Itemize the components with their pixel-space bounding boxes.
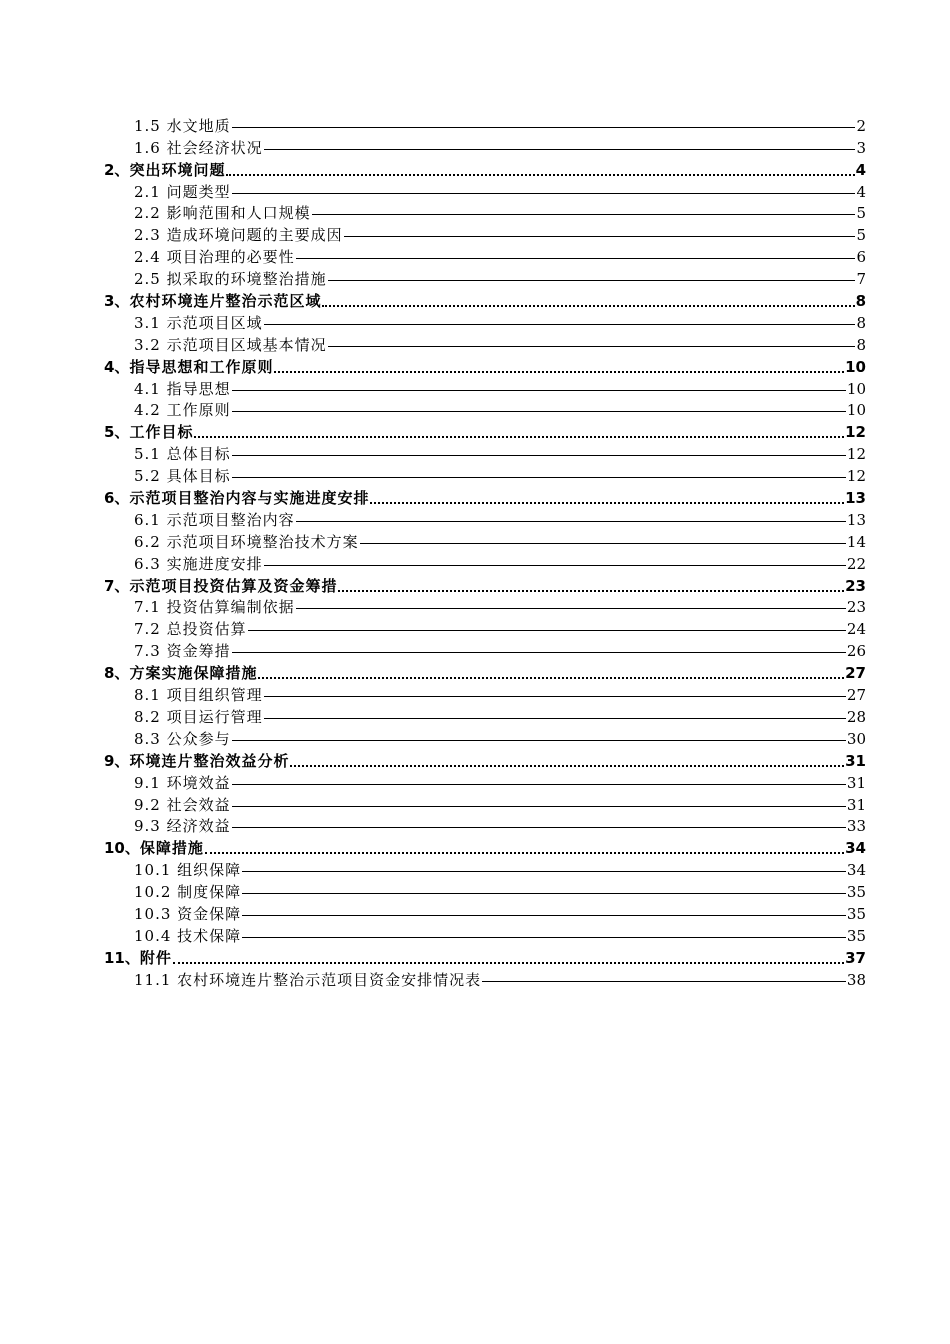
toc-page-number: 23 (846, 598, 866, 617)
toc-page-number: 26 (846, 642, 866, 661)
toc-entry-title: 8.1 项目组织管理 (134, 686, 263, 705)
toc-page-number: 12 (845, 423, 866, 442)
toc-chapter-entry[interactable] (104, 837, 866, 859)
toc-section-entry[interactable] (104, 400, 866, 422)
toc-entry-title: 4.2 工作原则 (134, 401, 231, 420)
toc-page-number: 8 (855, 292, 866, 311)
toc-chapter-number: 9、 (104, 751, 130, 770)
toc-page-number: 27 (845, 664, 866, 683)
toc-section-entry[interactable] (104, 268, 866, 290)
toc-page-number: 31 (846, 795, 866, 814)
toc-page-number: 10 (846, 401, 866, 420)
toc-page-number: 12 (846, 467, 866, 486)
toc-leader-line (296, 597, 846, 619)
toc-entry-title: 指导思想和工作原则 (129, 357, 274, 376)
toc-entry-title: 突出环境问题 (129, 160, 226, 179)
toc-leader-line (232, 640, 846, 662)
toc-chapter-entry[interactable] (104, 421, 866, 443)
toc-page-number: 4 (855, 160, 866, 179)
toc-page-number: 34 (845, 839, 866, 858)
toc-chapter-number: 10、 (104, 839, 140, 858)
toc-page-number: 31 (846, 773, 866, 792)
toc-chapter-entry[interactable] (104, 750, 866, 772)
toc-entry-title: 2.1 问题类型 (134, 182, 231, 201)
toc-leader-line (242, 881, 846, 903)
toc-section-entry[interactable] (104, 706, 866, 728)
toc-chapter-entry[interactable] (104, 356, 866, 378)
toc-section-entry[interactable] (104, 816, 866, 838)
toc-leader-line (205, 837, 844, 859)
toc-chapter-entry[interactable] (104, 575, 866, 597)
toc-chapter-number: 3、 (104, 292, 130, 311)
toc-entry-title: 1.6 社会经济状况 (134, 138, 263, 157)
toc-leader-line (232, 728, 846, 750)
toc-page-number: 10 (846, 379, 866, 398)
toc-page-number: 35 (846, 904, 866, 923)
toc-entry-title: 1.5 水文地质 (134, 116, 231, 135)
toc-page-number: 3 (856, 138, 866, 157)
toc-section-entry[interactable] (104, 531, 866, 553)
toc-page-number: 12 (846, 445, 866, 464)
toc-section-entry[interactable] (104, 224, 866, 246)
toc-page-number: 4 (856, 182, 866, 201)
toc-entry-title: 附件 (139, 948, 172, 967)
toc-leader-line (242, 903, 846, 925)
toc-leader-line (296, 246, 856, 268)
toc-entry-title: 3.2 示范项目区域基本情况 (134, 335, 327, 354)
toc-page-number: 23 (845, 576, 866, 595)
toc-page-number: 37 (845, 948, 866, 967)
toc-entry-title: 6.3 实施进度安排 (134, 554, 263, 573)
toc-chapter-number: 8、 (104, 664, 130, 683)
toc-entry-title: 7.1 投资估算编制依据 (134, 598, 295, 617)
toc-leader-line (232, 443, 846, 465)
toc-leader-line (232, 378, 846, 400)
toc-leader-line (274, 356, 844, 378)
toc-leader-line (194, 421, 844, 443)
toc-section-entry[interactable] (104, 443, 866, 465)
toc-leader-line (264, 312, 856, 334)
toc-page-number: 13 (846, 510, 866, 529)
toc-chapter-number: 7、 (104, 576, 130, 595)
toc-section-entry[interactable] (104, 181, 866, 203)
toc-entry-title: 7.3 资金筹措 (134, 642, 231, 661)
toc-entry-title: 9.1 环境效益 (134, 773, 231, 792)
toc-leader-line (328, 334, 856, 356)
toc-page-number: 34 (846, 861, 866, 880)
toc-page-number: 28 (846, 707, 866, 726)
toc-entry-title: 5.2 具体目标 (134, 467, 231, 486)
toc-entry-title: 2.5 拟采取的环境整治措施 (134, 270, 327, 289)
toc-leader-line (232, 794, 846, 816)
toc-leader-line (328, 268, 856, 290)
toc-section-entry[interactable] (104, 137, 866, 159)
toc-page-number: 14 (846, 532, 866, 551)
toc-entry-title: 环境连片整治效益分析 (129, 751, 290, 770)
toc-section-entry[interactable] (104, 334, 866, 356)
toc-entry-title: 方案实施保障措施 (129, 664, 258, 683)
toc-entry-title: 10.1 组织保障 (134, 861, 242, 880)
toc-page-number: 13 (845, 489, 866, 508)
toc-page-number: 8 (856, 313, 866, 332)
toc-page-number: 27 (846, 686, 866, 705)
toc-entry-title: 9.3 经济效益 (134, 817, 231, 836)
toc-chapter-number: 4、 (104, 357, 130, 376)
toc-entry-title: 6.1 示范项目整治内容 (134, 510, 295, 529)
toc-leader-line (232, 816, 846, 838)
toc-page-number: 30 (846, 729, 866, 748)
toc-entry-title: 2.4 项目治理的必要性 (134, 248, 295, 267)
toc-page-number: 2 (856, 116, 866, 135)
toc-page-number: 5 (856, 204, 866, 223)
toc-section-entry[interactable] (104, 640, 866, 662)
toc-leader-line (226, 159, 854, 181)
toc-section-entry[interactable] (104, 203, 866, 225)
table-of-contents (104, 115, 866, 991)
toc-page-number: 7 (856, 270, 866, 289)
toc-leader-line (248, 618, 846, 640)
toc-section-entry[interactable] (104, 684, 866, 706)
toc-leader-line (370, 487, 844, 509)
toc-entry-title: 示范项目整治内容与实施进度安排 (129, 489, 370, 508)
toc-section-entry[interactable] (104, 925, 866, 947)
toc-section-entry[interactable] (104, 597, 866, 619)
toc-section-entry[interactable] (104, 859, 866, 881)
toc-chapter-entry[interactable] (104, 290, 866, 312)
toc-entry-title: 10.4 技术保障 (134, 926, 242, 945)
toc-chapter-number: 6、 (104, 489, 130, 508)
toc-leader-line (360, 531, 846, 553)
toc-page-number: 35 (846, 883, 866, 902)
toc-leader-line (482, 969, 846, 991)
toc-section-entry[interactable] (104, 881, 866, 903)
toc-leader-line (232, 772, 846, 794)
toc-chapter-entry[interactable] (104, 487, 866, 509)
toc-section-entry[interactable] (104, 115, 866, 137)
toc-leader-line (242, 925, 846, 947)
toc-section-entry[interactable] (104, 794, 866, 816)
toc-page-number: 33 (846, 817, 866, 836)
toc-leader-line (290, 750, 844, 772)
toc-section-entry[interactable] (104, 312, 866, 334)
toc-section-entry[interactable] (104, 728, 866, 750)
toc-leader-line (312, 203, 856, 225)
toc-chapter-number: 2、 (104, 160, 130, 179)
toc-leader-line (264, 706, 846, 728)
toc-leader-line (264, 553, 846, 575)
toc-entry-title: 10.3 资金保障 (134, 904, 242, 923)
toc-leader-line (232, 181, 856, 203)
toc-entry-title: 2.2 影响范围和人口规模 (134, 204, 311, 223)
toc-page-number: 10 (845, 357, 866, 376)
toc-section-entry[interactable] (104, 553, 866, 575)
toc-section-entry[interactable] (104, 772, 866, 794)
toc-page-number: 38 (846, 970, 866, 989)
toc-entry-title: 9.2 社会效益 (134, 795, 231, 814)
toc-entry-title: 3.1 示范项目区域 (134, 313, 263, 332)
toc-page-number: 8 (856, 335, 866, 354)
toc-page-number: 22 (846, 554, 866, 573)
toc-leader-line (264, 137, 856, 159)
toc-leader-line (338, 575, 844, 597)
toc-chapter-entry[interactable] (104, 662, 866, 684)
toc-chapter-number: 5、 (104, 423, 130, 442)
toc-entry-title: 农村环境连片整治示范区域 (129, 292, 322, 311)
toc-page-number: 31 (845, 751, 866, 770)
toc-leader-line (264, 684, 846, 706)
toc-leader-line (344, 224, 856, 246)
toc-entry-title: 保障措施 (139, 839, 204, 858)
toc-leader-line (258, 662, 844, 684)
toc-entry-title: 2.3 造成环境问题的主要成因 (134, 226, 343, 245)
toc-leader-line (232, 115, 856, 137)
toc-leader-line (242, 859, 846, 881)
toc-page-number: 5 (856, 226, 866, 245)
toc-section-entry[interactable] (104, 246, 866, 268)
toc-entry-title: 4.1 指导思想 (134, 379, 231, 398)
toc-entry-title: 11.1 农村环境连片整治示范项目资金安排情况表 (134, 970, 482, 989)
toc-leader-line (232, 400, 846, 422)
toc-leader-line (322, 290, 854, 312)
toc-section-entry[interactable] (104, 903, 866, 925)
toc-entry-title: 6.2 示范项目环境整治技术方案 (134, 532, 359, 551)
toc-entry-title: 示范项目投资估算及资金筹措 (129, 576, 338, 595)
toc-entry-title: 8.3 公众参与 (134, 729, 231, 748)
toc-entry-title: 7.2 总投资估算 (134, 620, 247, 639)
toc-section-entry[interactable] (104, 465, 866, 487)
toc-page-number: 24 (846, 620, 866, 639)
toc-leader-line (173, 947, 844, 969)
toc-chapter-entry[interactable] (104, 947, 866, 969)
toc-page-number: 35 (846, 926, 866, 945)
toc-leader-line (296, 509, 846, 531)
toc-section-entry[interactable] (104, 618, 866, 640)
toc-page-number: 6 (856, 248, 866, 267)
toc-entry-title: 10.2 制度保障 (134, 883, 242, 902)
toc-leader-line (232, 465, 846, 487)
toc-entry-title: 8.2 项目运行管理 (134, 707, 263, 726)
toc-entry-title: 工作目标 (129, 423, 194, 442)
toc-entry-title: 5.1 总体目标 (134, 445, 231, 464)
toc-section-entry[interactable] (104, 969, 866, 991)
toc-chapter-entry[interactable] (104, 159, 866, 181)
toc-section-entry[interactable] (104, 509, 866, 531)
toc-chapter-number: 11、 (104, 948, 140, 967)
toc-section-entry[interactable] (104, 378, 866, 400)
